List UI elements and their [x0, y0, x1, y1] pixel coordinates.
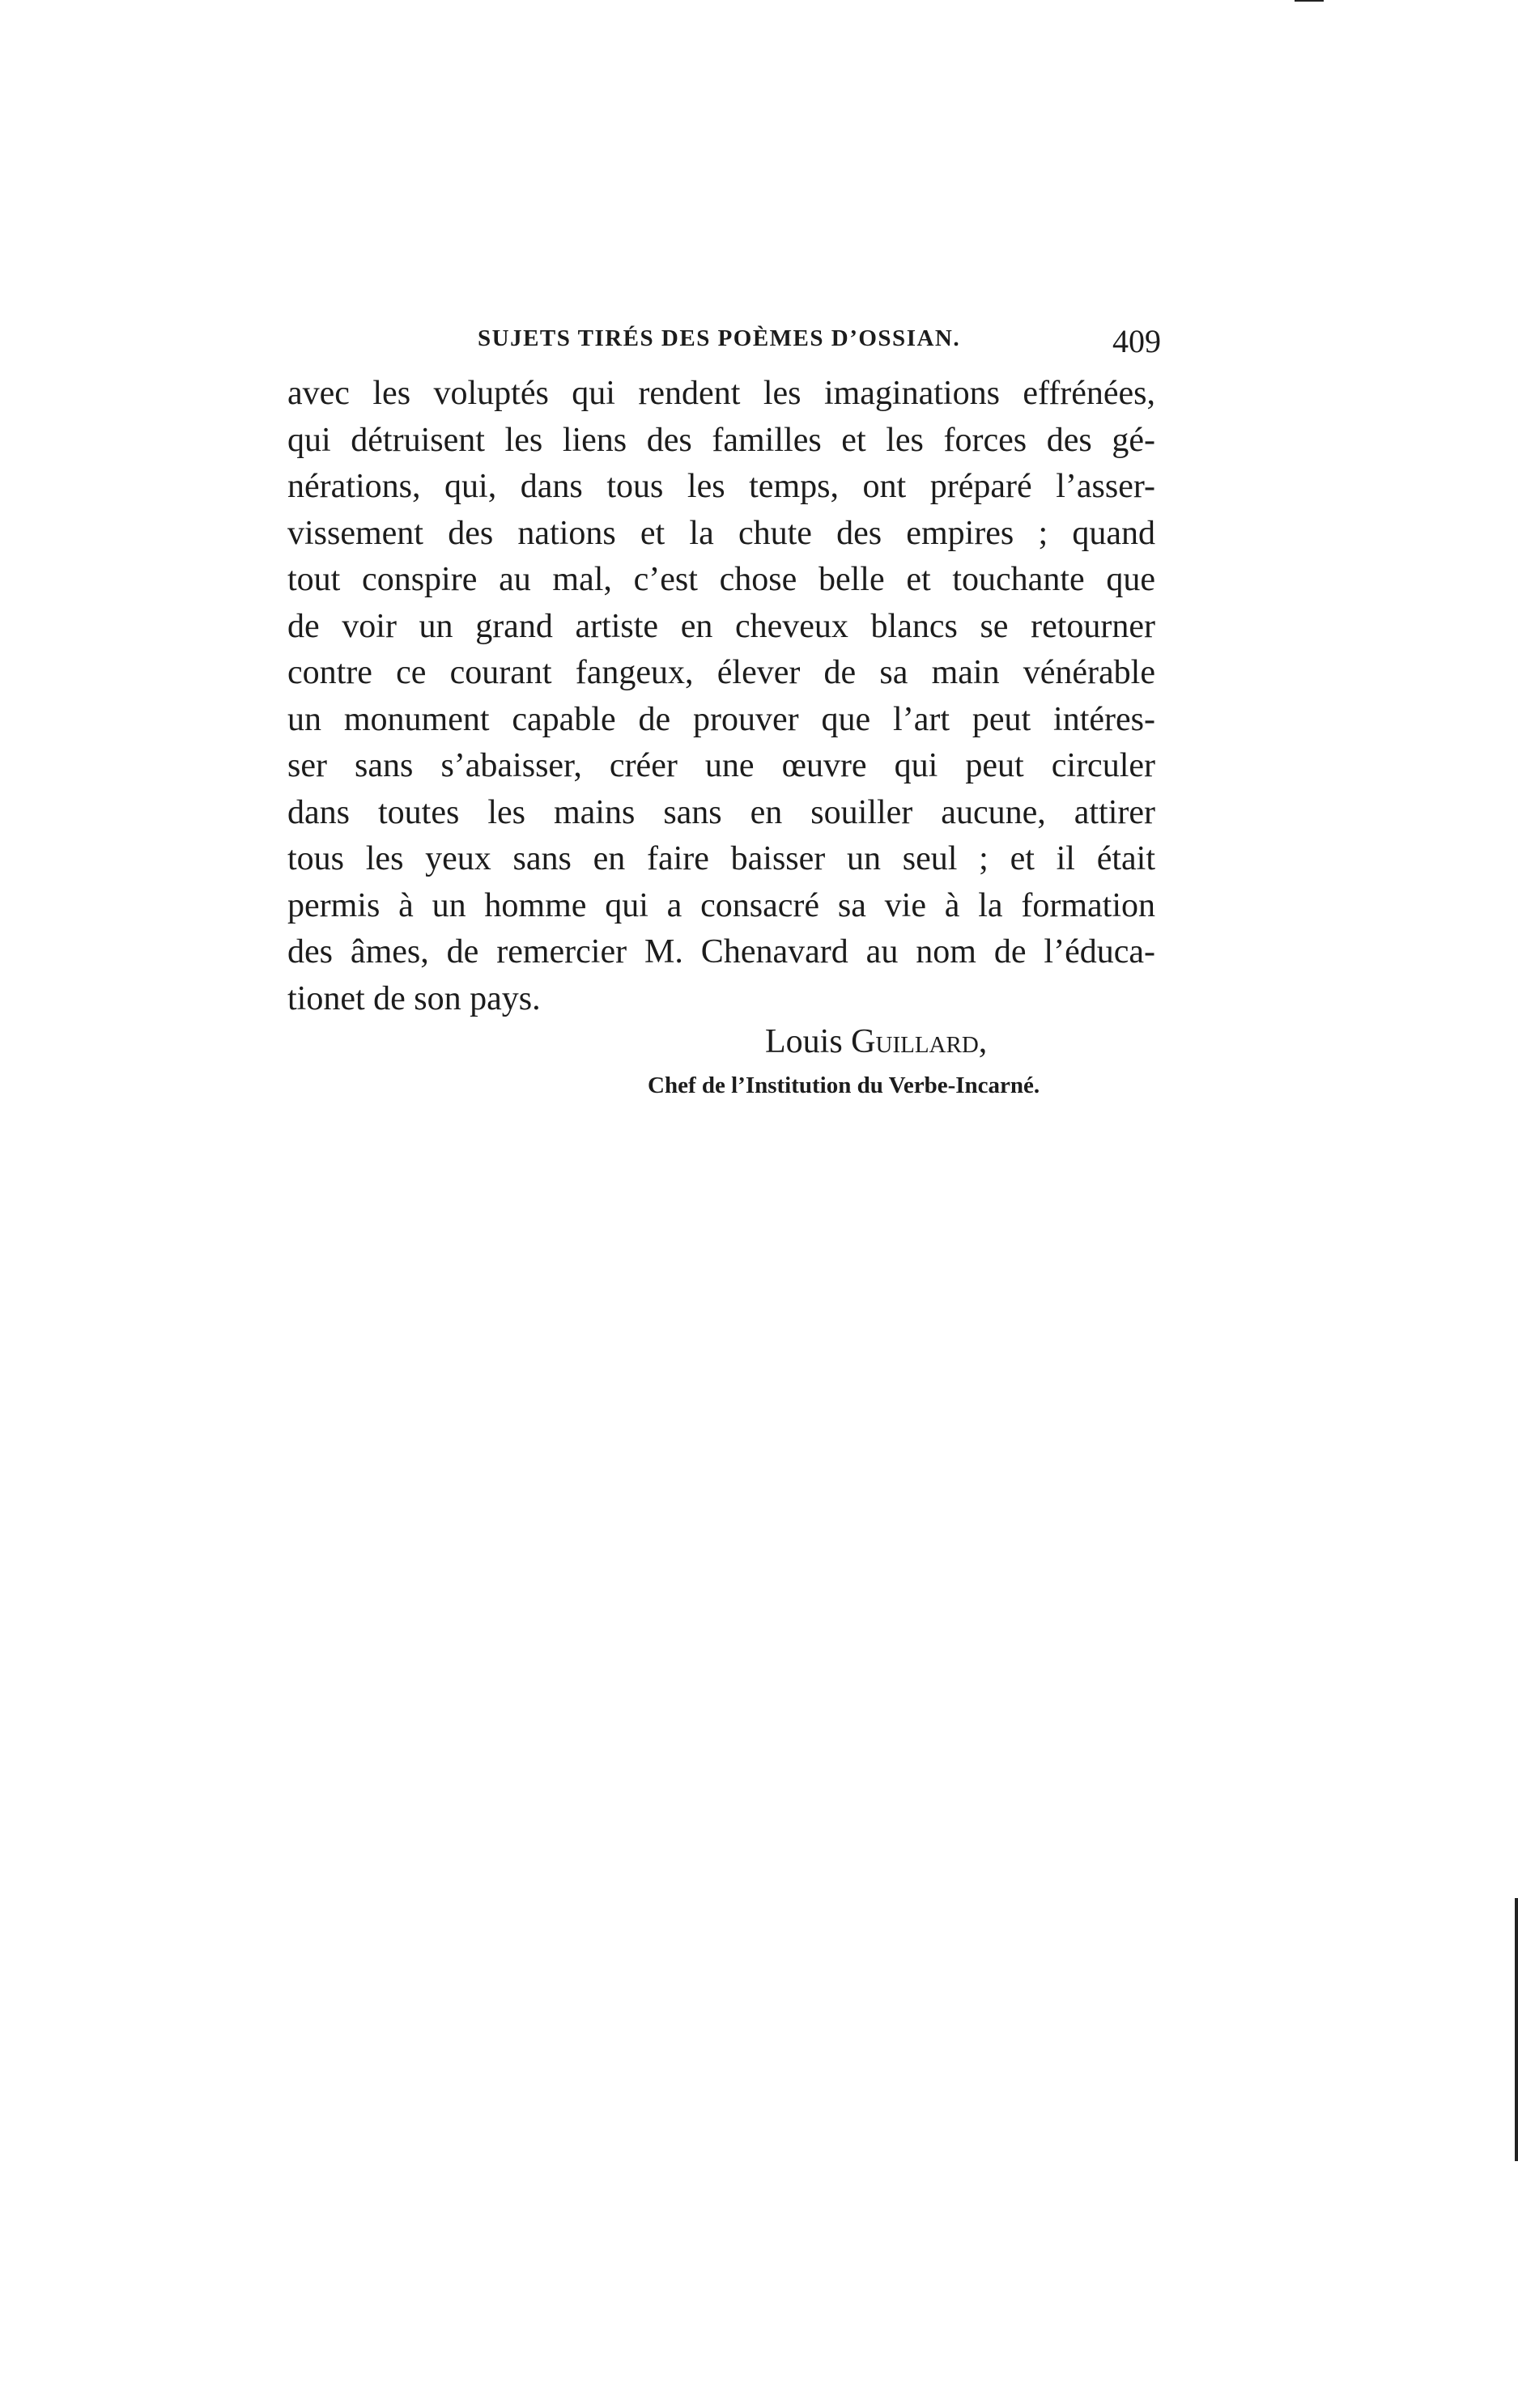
text-line: contre ce courant fangeux, élever de sa main vénérable: [287, 654, 1155, 691]
text-line: ser sans s’abaisser, créer une œuvre qui peut circuler: [287, 747, 1155, 784]
text-line: dans toutes les mains sans en souiller aucune, attirer: [287, 793, 1155, 831]
signature-first-name: Louis: [765, 1023, 843, 1060]
text-line: nérations, qui, dans tous les temps, ont préparé l’asser-: [287, 468, 1155, 505]
page-edge-mark-right: [1515, 1898, 1518, 2161]
text-line: tout conspire au mal, c’est chose belle et touchante que: [287, 561, 1155, 598]
running-title: SUJETS TIRÉS DES POÈMES D’OSSIAN.: [478, 325, 961, 351]
text-line: de voir un grand artiste en cheveux blancs se retourner: [287, 607, 1155, 645]
signature-affiliation: Chef de l’Institution du Verbe-Incarné.: [648, 1072, 1040, 1098]
text-line: avec les voluptés qui rendent les imaginations effrénées,: [287, 375, 1155, 412]
running-head: [478, 322, 1161, 363]
text-line: des âmes, de remercier M. Chenavard au nom de l’éduca-: [287, 933, 1155, 970]
signature-name: [765, 1022, 987, 1061]
body-paragraph: [287, 371, 1155, 1022]
text-line-last: tionet de son pays.: [287, 979, 541, 1017]
text-line: un monument capable de prouver que l’art peut intéres-: [287, 700, 1155, 738]
text-line: permis à un homme qui a consacré sa vie à la formation: [287, 886, 1155, 924]
text-line: tous les yeux sans en faire baisser un seul ; et il était: [287, 840, 1155, 877]
page-number: 409: [1112, 323, 1161, 359]
text-line: vissement des nations et la chute des empires ; quand: [287, 514, 1155, 552]
signature-surname: Guillard: [851, 1023, 979, 1060]
page-edge-mark-top: [1295, 0, 1324, 2]
signature-trailing: ,: [978, 1023, 988, 1060]
text-line: qui détruisent les liens des familles et les forces des gé-: [287, 421, 1155, 459]
